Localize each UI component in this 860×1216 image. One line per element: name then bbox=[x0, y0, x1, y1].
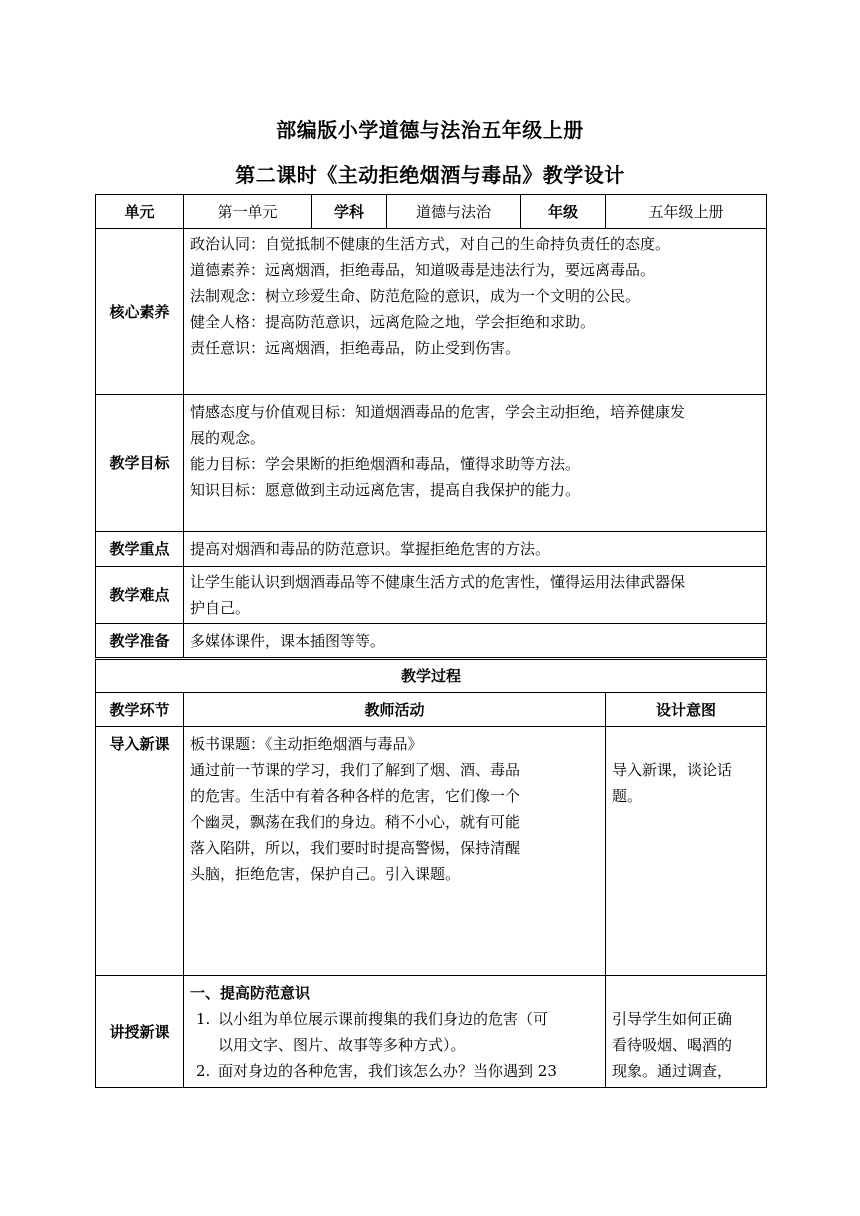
goals-content bbox=[184, 395, 767, 532]
focus-row bbox=[96, 532, 767, 567]
process-header-row bbox=[96, 693, 767, 727]
goals-row bbox=[96, 395, 767, 532]
teach-item-line: 以小组为单位展示课前搜集的我们身边的危害（可 bbox=[218, 1010, 549, 1028]
teach-item-number: 1. bbox=[196, 1010, 211, 1028]
grade-label: 年级 bbox=[521, 195, 606, 229]
core-competency-row bbox=[96, 229, 767, 395]
difficulty-label: 教学难点 bbox=[96, 567, 184, 624]
intro-teacher-activity bbox=[184, 727, 606, 976]
teacher-column-header: 教师活动 bbox=[184, 693, 606, 727]
subject-label: 学科 bbox=[312, 195, 387, 229]
core-line: 法制观念：树立珍爱生命、防范危险的意识，成为一个文明的公民。 bbox=[190, 287, 641, 305]
intent-column-header: 设计意图 bbox=[606, 693, 767, 727]
subject-value: 道德与法治 bbox=[387, 195, 521, 229]
difficulty-line: 护自己。 bbox=[190, 599, 251, 617]
goals-label: 教学目标 bbox=[96, 395, 184, 532]
core-line: 健全人格：提高防范意识，远离危险之地，学会拒绝和求助。 bbox=[190, 313, 596, 331]
intro-intent-line: 导入新课，谈论话 bbox=[612, 761, 733, 779]
difficulty-content bbox=[184, 567, 767, 624]
intro-teacher-line: 板书课题：《主动拒绝烟酒与毒品》 bbox=[190, 735, 423, 753]
prep-row bbox=[96, 624, 767, 659]
teach-intent bbox=[606, 976, 767, 1088]
core-label: 核心素养 bbox=[96, 229, 184, 395]
intro-teacher-line: 通过前一节课的学习，我们了解到了烟、酒、毒品 bbox=[190, 761, 521, 779]
intro-teacher-line: 个幽灵，飘荡在我们的身边。稍不小心，就有可能 bbox=[190, 813, 521, 831]
intro-row bbox=[96, 727, 767, 976]
goals-line: 知识目标：愿意做到主动远离危害，提高自我保护的能力。 bbox=[190, 481, 581, 499]
lesson-plan-table bbox=[95, 194, 767, 1088]
unit-label: 单元 bbox=[96, 195, 184, 229]
intro-teacher-line: 落入陷阱，所以，我们要时时提高警惕，保持清醒 bbox=[190, 839, 521, 857]
focus-label: 教学重点 bbox=[96, 532, 184, 567]
teach-intent-line: 现象。通过调查， bbox=[612, 1062, 733, 1080]
unit-value: 第一单元 bbox=[184, 195, 312, 229]
process-title-row bbox=[96, 659, 767, 693]
core-line: 责任意识：远离烟酒，拒绝毒品，防止受到伤害。 bbox=[190, 339, 521, 357]
intro-stage: 导入新课 bbox=[96, 727, 184, 976]
info-row bbox=[96, 195, 767, 229]
intro-teacher-line: 的危害。生活中有着各种各样的危害，它们像一个 bbox=[190, 787, 521, 805]
teach-heading: 一、提高防范意识 bbox=[190, 984, 311, 1002]
teach-teacher-activity bbox=[184, 976, 606, 1088]
teach-stage: 讲授新课 bbox=[96, 976, 184, 1088]
teach-item-line: 面对身边的各种危害，我们该怎么办？当你遇到 23 bbox=[218, 1062, 557, 1080]
difficulty-row bbox=[96, 567, 767, 624]
intro-intent-line: 题。 bbox=[612, 787, 643, 805]
teach-intent-line: 引导学生如何正确 bbox=[612, 1010, 733, 1028]
document-subtitle: 第二课时《主动拒绝烟酒与毒品》教学设计 bbox=[235, 163, 625, 187]
document-title: 部编版小学道德与法治五年级上册 bbox=[276, 118, 584, 142]
prep-label: 教学准备 bbox=[96, 624, 184, 659]
process-title: 教学过程 bbox=[96, 659, 767, 693]
difficulty-line: 让学生能认识到烟酒毒品等不健康生活方式的危害性，懂得运用法律武器保 bbox=[190, 573, 686, 591]
teach-intent-line: 看待吸烟、喝酒的 bbox=[612, 1036, 733, 1054]
teach-item bbox=[190, 1006, 599, 1058]
grade-value: 五年级上册 bbox=[606, 195, 767, 229]
intro-teacher-line: 头脑，拒绝危害，保护自己。引入课题。 bbox=[190, 865, 461, 883]
teach-item-number: 2. bbox=[196, 1062, 211, 1080]
focus-content: 提高对烟酒和毒品的防范意识。掌握拒绝危害的方法。 bbox=[184, 532, 767, 567]
core-line: 道德素养：远离烟酒，拒绝毒品，知道吸毒是违法行为，要远离毒品。 bbox=[190, 261, 656, 279]
stage-column-header: 教学环节 bbox=[96, 693, 184, 727]
goals-line: 能力目标：学会果断的拒绝烟酒和毒品，懂得求助等方法。 bbox=[190, 455, 581, 473]
goals-line: 展的观念。 bbox=[190, 429, 266, 447]
teach-item-line: 以用文字、图片、故事等多种方式）。 bbox=[218, 1036, 466, 1054]
teach-row bbox=[96, 976, 767, 1088]
core-line: 政治认同：自觉抵制不健康的生活方式，对自己的生命持负责任的态度。 bbox=[190, 235, 671, 253]
prep-content: 多媒体课件，课本插图等等。 bbox=[184, 624, 767, 659]
teach-item bbox=[190, 1058, 599, 1084]
goals-line: 情感态度与价值观目标：知道烟酒毒品的危害，学会主动拒绝，培养健康发 bbox=[190, 403, 686, 421]
intro-intent bbox=[606, 727, 767, 976]
core-content bbox=[184, 229, 767, 395]
